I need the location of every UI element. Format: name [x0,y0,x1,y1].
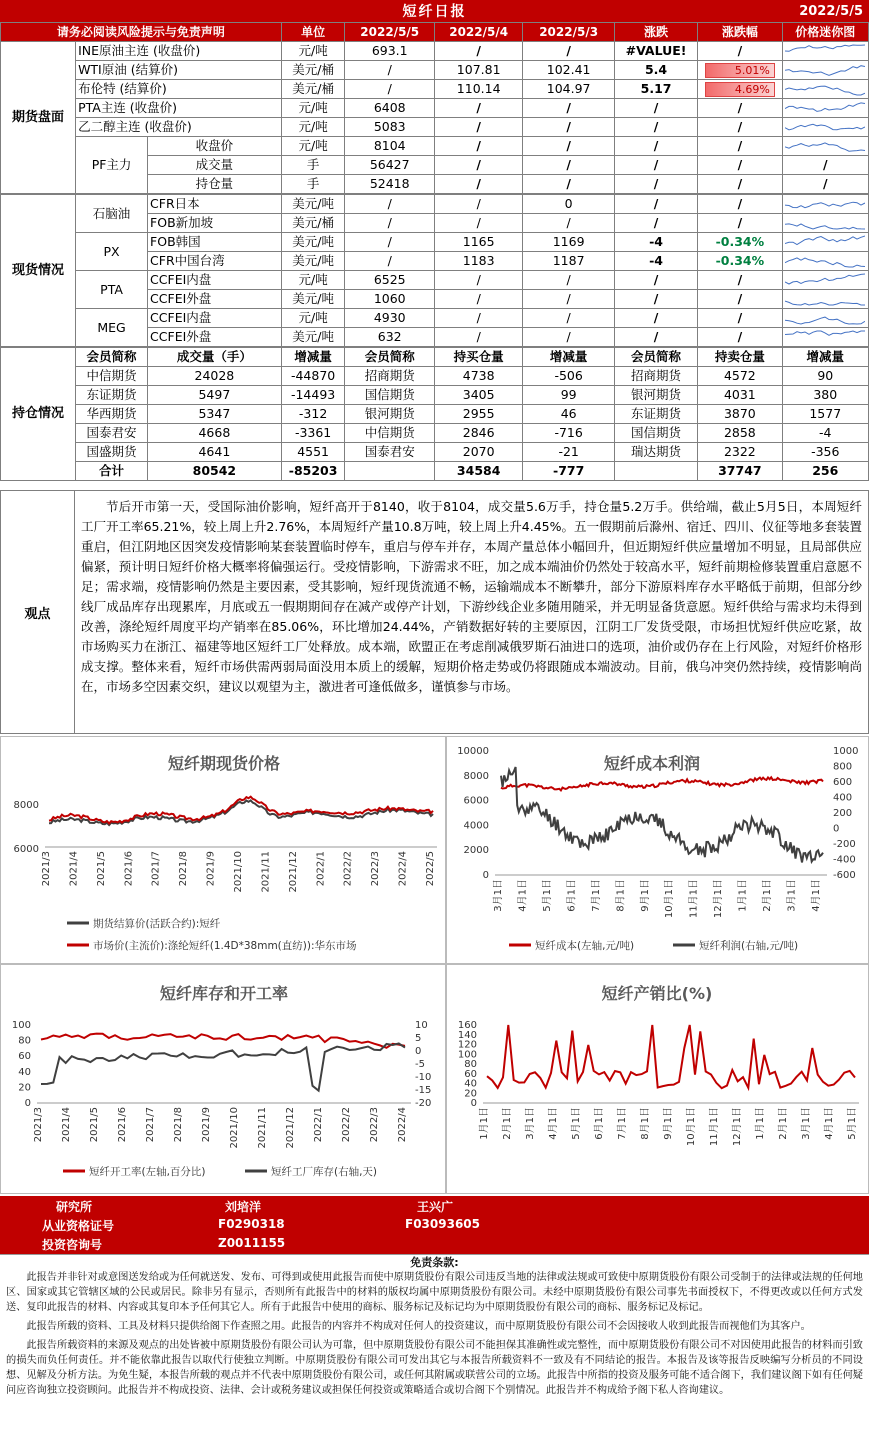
table-row: 东证期货 5497 -14493 国信期货 3405 99 银河期货 4031 380 [1,386,869,405]
x-tick: 9月1日 [639,879,651,912]
x-tick: 11月1日 [688,879,700,919]
y-tick: 6000 [463,795,489,807]
table-row: CFR中国台湾 美元/吨 / 1183 1187 -4 -0.34% [1,252,869,271]
x-tick: 10月1日 [686,1107,697,1147]
table-row: 布伦特 (结算价) 美元/桶 / 110.14 104.97 5.17 4.69% [1,80,869,99]
table-row: 国盛期货 4641 4551 国泰君安 2070 -21 瑞达期货 2322 -356 [1,443,869,462]
chart-title: 短纤产销比(%) [601,984,713,1003]
y-tick: 80 [18,1035,31,1047]
y-tick: -200 [833,839,856,850]
section-futures: 期货盘面 [1,42,76,195]
sparkline [785,253,865,269]
sparkline [785,62,865,78]
opinion-label: 观点 [1,491,75,733]
sparkline [785,81,865,97]
x-tick: 2021/11 [257,1107,268,1149]
analyst-footer: 研究所 从业资格证号 投资咨询号 刘培洋 F0290318 Z0011155 王兴广 F03093605 [0,1196,869,1254]
y-tick: 400 [833,792,853,804]
y-tick: 0 [482,870,489,881]
sparkline [785,119,865,135]
x-tick: 2月1日 [762,879,774,912]
legend-label: 短纤成本(左轴,元/吨) [535,940,635,952]
x-tick: 2021/10 [233,851,244,893]
table-row: PF主力 收盘价 元/吨 8104 / / / / [1,137,869,156]
x-tick: 12月1日 [732,1107,743,1147]
y-tick: 0 [833,823,840,835]
legend-label: 市场价(主流价):涤纶短纤(1.4D*38mm(直纺)):华东市场 [93,940,357,952]
x-ticks [492,879,822,918]
y-tick: 4000 [463,820,489,832]
sparkline-cell [782,42,868,61]
y-tick: 6000 [13,844,39,855]
sparkline [785,272,865,288]
x-tick: 2021/8 [173,1107,184,1143]
x-tick: 2022/3 [370,851,382,887]
report-title: 短纤日报 [402,4,467,20]
chart-sales-production-ratio [446,964,869,1194]
y-tick: 10000 [457,746,489,757]
y-tick: 60 [18,1051,31,1063]
opinion-section [0,490,869,734]
x-tick: 2022/5 [425,851,436,887]
x-tick: 2021/6 [117,1107,128,1143]
y-tick: 120 [457,1039,477,1051]
y-tick: 8000 [13,800,39,811]
y-tick: 10 [415,1020,428,1031]
col-d3: 2022/5/3 [523,23,615,42]
x-tick: 1月1日 [737,879,749,912]
x-tick: 2021/12 [285,1107,296,1149]
y-tick: -5 [415,1059,425,1070]
x-tick: 2021/8 [178,851,190,887]
series-spot-line [49,797,433,824]
sparkline [785,100,865,116]
table-row: MEG CCFEI内盘 元/吨 4930 / / / / [1,309,869,328]
y-tick: 20 [464,1088,477,1100]
x-tick: 3月1日 [493,879,504,912]
y-tick: 100 [11,1020,31,1031]
x-tick: 2021/9 [201,1107,212,1143]
x-tick: 2021/12 [287,851,299,893]
y-tick: 0 [415,1046,422,1057]
pct-up-badge: 4.69% [705,82,775,97]
table-row: CCFEI外盘 美元/吨 1060 / / / / [1,290,869,309]
disclaimer-title: 免责条款: [410,1256,459,1269]
y-tick: 2000 [463,845,489,857]
col-chg: 涨跌 [614,23,697,42]
y-right-ticks [833,746,858,881]
x-tick: 8月1日 [640,1107,651,1140]
x-tick: 2021/7 [150,851,162,887]
positions-header-row: 持仓情况 会员简称 成交量（手） 增减量 会员简称 持买仓量 增减量 会员简称 持卖仓量 增减量 [1,347,869,367]
y-tick: -15 [415,1085,432,1096]
x-tick: 2021/7 [145,1107,156,1143]
y-tick: 20 [18,1082,31,1094]
table-row: FOB新加坡 美元/桶 / / / / / [1,214,869,233]
x-tick: 2021/4 [61,1107,72,1143]
table-row: WTI原油 (结算价) 美元/桶 / 107.81 102.41 5.4 5.01% [1,61,869,80]
chart-title: 短纤成本利润 [603,754,701,773]
table-row: PTA CCFEI内盘 元/吨 6525 / / / / [1,271,869,290]
chart-svg [1,965,447,1195]
legend-label: 短纤工厂库存(右轴,天) [271,1166,378,1178]
x-tick: 2021/3 [33,1107,44,1143]
x-tick: 2022/3 [369,1107,380,1143]
section-positions: 持仓情况 [1,347,76,481]
chart-futures-spot-price [0,736,446,964]
y-tick: 0 [470,1098,477,1109]
x-tick: 2021/4 [68,851,80,887]
chart-inventory-operating-rate [0,964,446,1194]
sparkline [785,215,865,231]
y-tick: 140 [457,1029,477,1041]
y-tick: 40 [18,1066,31,1078]
x-tick: 2021/6 [123,851,135,887]
col-d2: 2022/5/4 [434,23,522,42]
x-tick: 4月1日 [517,879,529,912]
data-table [0,22,869,481]
chart-svg [447,737,869,965]
series-profit-line [501,767,823,862]
y-tick: 160 [457,1020,477,1031]
x-tick: 12月1日 [713,879,725,919]
x-tick: 2022/1 [313,1107,324,1143]
x-tick: 2022/1 [315,851,327,887]
series-operating-rate-line [41,1034,405,1048]
table-row: PTA主连 (收盘价) 元/吨 6408 / / / / [1,99,869,118]
y-tick: 600 [833,777,853,788]
y-tick: 1000 [833,746,859,757]
y-tick: 40 [464,1078,477,1090]
sparkline [785,310,865,326]
table-row: CCFEI外盘 美元/吨 632 / / / / [1,328,869,348]
table-row: 乙二醇主连 (收盘价) 元/吨 5083 / / / / [1,118,869,137]
pct-down-value: -0.34% [698,233,782,252]
y-tick: 8000 [463,770,489,782]
x-tick: 2022/4 [397,1107,408,1143]
x-tick: 6月1日 [566,879,578,912]
x-tick: 8月1日 [615,879,627,912]
sparkline [785,138,865,154]
series-cost-line [501,777,823,790]
x-tick: 2022/2 [341,1107,352,1143]
analyst-name: 刘培洋 [225,1200,262,1214]
y-left-ticks [12,1020,31,1109]
chart-svg [1,737,447,965]
x-tick: 2021/5 [89,1107,100,1143]
x-tick: 9月1日 [663,1107,674,1140]
positions-total-row: 合计 80542 -85203 34584 -777 37747 256 [1,462,869,481]
y-tick: 200 [833,808,853,819]
x-tick: 6月1日 [594,1107,605,1140]
chart-svg [447,965,869,1195]
sparkline [785,291,865,307]
table-row: 期货盘面 INE原油主连 (收盘价) 元/吨 693.1 / / #VALUE! / [1,42,869,61]
table-row: 华西期货 5347 -312 银河期货 2955 46 东证期货 3870 1577 [1,405,869,424]
disclaimer: 免责条款: 此报告并非针对或意图送发给或为任何就送发、发布、可得到或使用此报告而使中原期货股份有限公司违反当地的法律或法规或可致使中原期货股份有限公司受制于的法律或法规的任何地区、国家或其它管辖区域的公民或居民。除非另有显示，否则所有此报告中的材料的版权均属中原期货股份有限公司。未经中原期货股份有限公司事先书面授权下，不得更改或以任何方式发送、复印此报告的材料、内容或其复印本予任何其它人。所有于此报告中使用的商标、服务标记及标记均为中原期货股份有限公司的商标、服务标记及标记。 此报告所载的资料、工具及材料只提供给阁下作查照之用。此报告的内容并不构成对任何人的投资建议，而中原期货股份有限公司不会因接收人收到此报告而视他们为其客户。 此报告所载资料的来源及观点的出处皆被中原期货股份有限公司认为可靠，但中原期货股份有限公司不能担保其准确性或完整性，而中原期货股份有限公司不对因使用此报告的材料而引致的损失而负任何责任。并不能依靠此报告以取代行使独立判断。中原期货股份有限公司可发出其它与本报告所载资料不一致及有不同结论的报告。本报告及该等报告反映编写分析员的不同设想、见解及分析方法。为免生疑，本报告所载的观点并不代表中原期货股份有限公司，或任何其附属或联营公司的立场。此报告中所指的投资及服务可能不适合阁下，我们建议阁下如有任何疑问应咨询独立投资顾问。此报告并不构成投资、法律、会计或税务建议或担保任何投资或策略适合或切合阁下个别情况。此报告并不构成给予阁下私人咨询建议。 [0,1254,869,1448]
chart-title: 短纤期现货价格 [167,754,281,773]
x-tick: 5月1日 [571,1107,582,1140]
risk-notice-link[interactable]: 请务必阅读风险提示与免责声明 [1,23,282,42]
table-row: 成交量 手 56427 / / / / / [1,156,869,175]
x-tick: 2022/4 [397,851,409,887]
x-tick: 2021/10 [229,1107,240,1149]
x-tick: 3月1日 [525,1107,536,1140]
y-ticks [458,1020,477,1109]
x-tick: 4月1日 [548,1107,559,1140]
legend-label: 期货结算价(活跃合约):短纤 [93,918,221,930]
pct-up-badge: 5.01% [705,63,775,78]
x-tick: 7月1日 [617,1107,628,1140]
x-tick: 2月1日 [502,1107,513,1140]
series-ratio-line [487,1025,855,1088]
x-tick: 1月1日 [755,1107,766,1140]
x-tick: 2021/3 [41,851,52,887]
sparkline [785,329,865,345]
title-bar [0,0,869,22]
col-unit: 单位 [281,23,345,42]
table-row: 持仓量 手 52418 / / / / / [1,175,869,195]
analyst-name: 王兴广 [417,1200,454,1214]
y-tick: 100 [457,1049,477,1061]
table-row: 国泰君安 4668 -3361 中信期货 2846 -716 国信期货 2858 -4 [1,424,869,443]
x-tick: 2021/5 [95,851,107,887]
y-right-ticks [415,1020,431,1109]
sparkline [785,234,865,250]
x-tick: 5月1日 [847,1107,858,1140]
y-tick: 60 [464,1068,477,1080]
pct-down-value: -0.34% [698,252,782,271]
col-spark: 价格迷你图 [782,23,868,42]
x-tick: 2021/11 [260,851,272,893]
opinion-text: 节后开市第一天，受国际油价影响，短纤高开于8140，收于8104，成交量5.6万手，持仓量5.2万手。供给端，截止5月5日，本周短纤工厂开工率65.21%，较上周上升2.76%，本周短纤产量10.8万吨，较上周上升4.45%。五一假期前后滁州、宿迁、四川、仪征等地多套装置重启，但江阴地区因突发疫情影响某套装置临时停车，重启与停车并存，本周产量总体小幅回升，但近期短纤供应量增加不明显，且局部供应偏紧，预计明日短纤价格大概率将偏强运行。受疫情影响，下游需求不旺，加之成本端油价仍然处于较高水平，短纤前期检修装置重启意愿不足；需求端，疫情影响仍然是主要因素，受其影响，短纤现货流通不畅，运输端成本不断攀升，部分下游原料库存水平略低于前期，但部分纱线厂成品库存出现累库，月底或五一假期期间存在减产或停产计划，下游纱线企业多随用随采，并无明显备货意愿。短纤供给与需求均未得到改善，涤纶短纤周度平均产销率在85.06%，环比增加24.44%，产销数据好转的主要原因，江阴工厂发货受限，市场担忧短纤供应吃紧，故市场购买力在浙江、福建等地区短纤工厂处释放。成本端，欧盟正在考虑削减俄罗斯石油进口的选项，油价或仍存在上行风险，对短纤价格形成支撑。整体来看，短纤市场供需两弱局面没用本质上的缓解，短期价格走势或仍将跟随成本端波动。目前，俄乌冲突仍然持续，疫情影响尚在，市场多空因素交织，建议以观望为主，激进者可逢低做多，谨慎参与市场。 [81,499,862,694]
x-tick: 3月1日 [786,879,798,912]
legend-label: 短纤利润(右轴,元/吨) [699,940,799,952]
pf-label: PF主力 [76,137,148,195]
x-tick: 2022/2 [342,851,354,887]
y-tick: 80 [464,1059,477,1070]
x-ticks [478,1107,858,1146]
x-tick: 4月1日 [824,1107,835,1140]
report-date: 2022/5/5 [799,3,863,19]
y-tick: -600 [833,870,856,881]
x-tick: 11月1日 [709,1107,720,1147]
x-tick: 3月1日 [801,1107,812,1140]
col-d1: 2022/5/5 [345,23,434,42]
x-tick: 10月1日 [664,879,676,919]
legend-label: 短纤开工率(左轴,百分比) [89,1166,206,1178]
x-tick: 4月1日 [811,879,822,912]
x-ticks [41,851,436,893]
table-row: PX FOB韩国 美元/吨 / 1165 1169 -4 -0.34% [1,233,869,252]
x-tick: 2月1日 [778,1107,789,1140]
y-tick: 0 [24,1098,31,1109]
x-tick: 2021/9 [205,851,217,887]
series-inventory-line [41,1044,405,1091]
x-tick: 5月1日 [541,879,553,912]
table-row: 现货情况 石脑油 CFR日本 美元/吨 / / 0 / / [1,194,869,214]
col-pct: 涨跌幅 [698,23,782,42]
sparkline [785,43,865,59]
y-left-ticks [457,746,489,881]
y-tick: -400 [833,854,856,866]
chart-cost-profit [446,736,869,964]
x-tick: 1月1日 [479,1107,490,1140]
sparkline [785,196,865,212]
x-tick: 7月1日 [590,879,602,912]
table-row: 中信期货 24028 -44870 招商期货 4738 -506 招商期货 4572 90 [1,367,869,386]
y-tick: 5 [415,1033,422,1044]
y-tick: -10 [415,1072,432,1083]
x-ticks [33,1107,408,1149]
chart-title: 短纤库存和开工率 [159,984,289,1003]
table-header-row [1,23,869,42]
y-tick: 800 [833,761,853,773]
section-spot: 现货情况 [1,194,76,347]
y-tick: -20 [415,1098,432,1109]
